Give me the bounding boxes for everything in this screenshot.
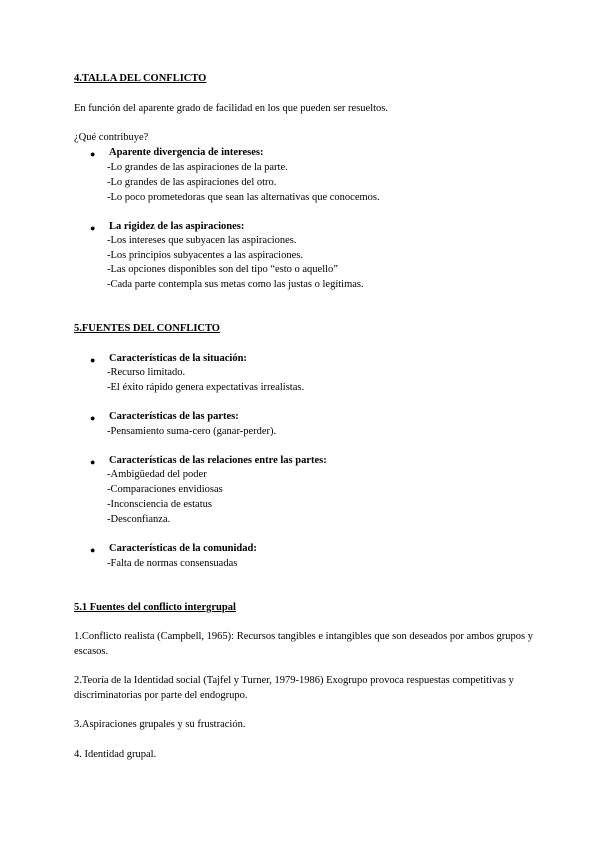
section-5-heading: 5.FUENTES DEL CONFLICTO	[74, 323, 220, 334]
paragraph: 3.Aspiraciones grupales y su frustración.	[74, 719, 246, 730]
bullet-title: Características de la situación:	[109, 353, 247, 364]
bullet-title: Características de las relaciones entre las partes:	[109, 455, 327, 466]
bullet-icon: ●	[90, 457, 96, 467]
bullet-title: La rigidez de las aspiraciones:	[109, 221, 245, 232]
paragraph: 2.Teoría de la Identidad social (Tajfel y Turner, 1979-1986) Exogrupo provoca respuestas competitivas y discriminatorias por parte del endogrupo.	[74, 675, 514, 701]
list-line: -Lo grandes de las aspiraciones del otro.	[107, 177, 277, 188]
list-line: -El éxito rápido genera expectativas irrealistas.	[107, 382, 305, 393]
list-line: -Inconsciencia de estatus	[107, 499, 212, 510]
list-line: -Lo grandes de las aspiraciones de la parte.	[107, 162, 288, 173]
bullet-icon: ●	[90, 223, 96, 233]
list-line: -Comparaciones envidiosas	[107, 484, 223, 495]
bullet-icon: ●	[90, 545, 96, 555]
list-line: -Ambigüedad del poder	[107, 469, 207, 480]
section-5-1-heading: 5.1 Fuentes del conflicto intergrupal	[74, 602, 236, 613]
list-line: -Desconfianza.	[107, 514, 171, 525]
bullet-title: Características de las partes:	[109, 411, 239, 422]
section-4-heading: 4.TALLA DEL CONFLICTO	[74, 73, 207, 84]
section-4-question: ¿Qué contribuye?	[74, 132, 149, 143]
list-line: -Las opciones disponibles son del tipo “esto o aquello”	[107, 264, 338, 275]
paragraph: 4. Identidad grupal.	[74, 749, 157, 760]
list-line: -Recurso limitado.	[107, 367, 186, 378]
list-line: -Los intereses que subyacen las aspiraciones.	[107, 235, 297, 246]
list-line: -Cada parte contempla sus metas como las justas o legítimas.	[107, 279, 364, 290]
list-line: -Los principios subyacentes a las aspiraciones.	[107, 250, 303, 261]
bullet-icon: ●	[90, 355, 96, 365]
bullet-icon: ●	[90, 413, 96, 423]
paragraph: 1.Conflicto realista (Campbell, 1965): Recursos tangibles e intangibles que son deseados por ambos grupos y escasos.	[74, 631, 533, 657]
bullet-title: Aparente divergencia de intereses:	[109, 147, 264, 158]
list-line: -Falta de normas consensuadas	[107, 558, 238, 569]
list-line: -Lo poco prometedoras que sean las alternativas que conocemos.	[107, 192, 380, 203]
list-line: -Pensamiento suma-cero (ganar-perder).	[107, 426, 277, 437]
bullet-icon: ●	[90, 149, 96, 159]
bullet-title: Características de la comunidad:	[109, 543, 257, 554]
section-4-intro: En función del aparente grado de facilidad en los que pueden ser resueltos.	[74, 103, 389, 114]
